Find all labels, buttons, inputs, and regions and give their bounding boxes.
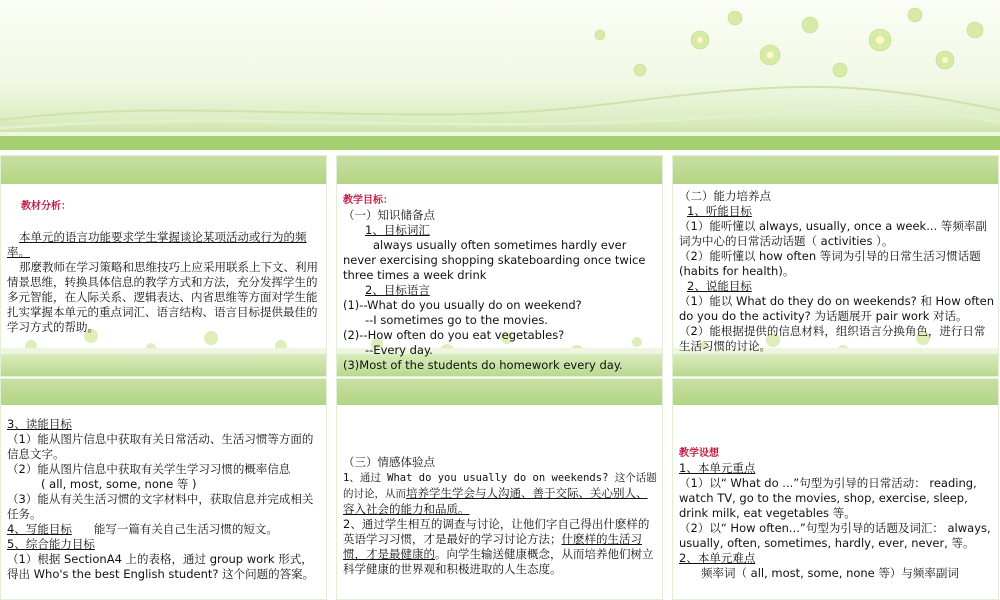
panel-textbook-analysis: 教材分析： 本单元的语言功能要求学生掌握谈论某项活动或行为的频率。 那麼教师在学习策略和思维技巧上应采用联系上下文、利用情景思维，转换具体信息的教学方式和方法，充分发挥学生的多元智能，在人际关系、逻辑表达、内省思维等方面对学生能扎实掌握本单元的重点词汇、语言结构、语言目标提供最佳的学习方式的帮助。 — [0, 155, 327, 377]
paragraph: 本单元的语言功能要求学生掌握谈论某项活动或行为的频率。 — [7, 230, 307, 259]
panel-title: 教学目标 — [343, 195, 383, 206]
paragraph: （2）能根据提供的信息材料，组织语言分换角色，进行日常生活习惯的讨论。 — [679, 324, 986, 353]
paragraph: 频率词（ all, most, some, none 等）与频率副词 — [701, 566, 959, 580]
paragraph: 1、通过 What do you usually do on weekends? 这个话题的讨论，从而 — [343, 472, 657, 500]
header-banner — [0, 0, 1000, 150]
sentence: (1)--What do you usually do on weekend? — [343, 298, 582, 312]
subheading: 2、本单元难点 — [679, 551, 756, 565]
sentence: (2)--How often do you eat vegetables? — [343, 328, 565, 342]
paragraph: （2）能听懂以 how often 等词为引导的日常生活习惯话题 (habits for health)。 — [679, 249, 981, 278]
paragraph: 2、通过学生相互的调查与讨论，让他们字自己得出什麽样的英语学习习惯，才是最好的学习讨论方法； — [343, 517, 650, 546]
paragraph: （1）根据 SectionA4 上的表格，通过 group work 形式，得出 Who's the best English student? 这个问题的答案。 — [7, 552, 315, 581]
paragraph: （1）能听懂以 always, usually, once a week... 等频率副词为中心的日常活动话题（ activities ）。 — [679, 219, 987, 248]
paragraph: （1）能从图片信息中获取有关日常活动、生活习惯等方面的信息文字。 — [7, 432, 314, 461]
underlined-text: 培养学生学会与人沟通、善于交际、关心别人、容入社会的能力和品质。 — [343, 486, 648, 516]
subheading: 5、综合能力目标 — [7, 537, 95, 551]
subheading: 4、写能目标 — [7, 522, 72, 536]
panel-ability-goals — [672, 155, 999, 377]
subheading: 3、读能目标 — [7, 417, 72, 431]
panel-teaching-objectives: 教学目标： （一）知识储备点 1、目标词汇 always usually often sometimes hardly ever never exercising shopping skateboarding once twice three times a week drink 2、目标语言 (1)--What do you usually do on weekend? --I sometimes go to the movies. (2)--How often do you eat vegetables? --Every day. (3)Most of the students do homework every day. — [336, 155, 663, 377]
subheading: 2、目标语言 — [365, 283, 430, 297]
paragraph: 能写一篇有关自己生活习惯的短文。 — [93, 522, 278, 536]
panel-reading-goals — [0, 378, 327, 600]
vocabulary-list: always usually often sometimes hardly ever never exercising shopping skateboarding once twice three times a week drink — [343, 238, 646, 282]
panel-title: 教材分析 — [21, 201, 61, 212]
sentence: --Every day. — [365, 343, 433, 357]
panel-title: 教学设想 — [679, 448, 719, 459]
panel-emotional-goals — [336, 378, 663, 600]
paragraph: （1）能以 What do they do on weekends? 和 How often do you do the activity? 为话题展开 pair work 对话。 — [679, 294, 995, 323]
subheading: 1、目标词汇 — [365, 223, 430, 237]
subheading: 2、说能目标 — [687, 279, 752, 293]
paragraph: （3）能从有关生活习惯的文字材料中，获取信息并完成相关任务。 — [7, 492, 314, 521]
section-heading: （二）能力培养点 — [679, 189, 771, 203]
sentence: --I sometimes go to the movies. — [365, 313, 548, 327]
paragraph: （2）能从图片信息中获取有关学生学习习惯的概率信息 — [7, 462, 291, 476]
section-heading: （一）知识储备点 — [343, 208, 435, 222]
sentence: (3)Most of the students do homework every day. — [343, 358, 623, 372]
paragraph: （2）以“ How often...”句型为引导的话题及词汇： always, usually, often, sometimes, hardly, ever, never, 等。 — [679, 521, 991, 550]
paragraph: ( all, most, some, none 等 ) — [41, 477, 197, 491]
floral-decoration — [0, 0, 1000, 150]
paragraph: 。向学生输送健康概念，从而培养他们树立科学健康的世界观和积极进取的人生态度。 — [343, 547, 654, 576]
paragraph: （1）以“ What do ...”句型为引导的日常活动： reading, watch TV, go to the movies, shop, exercise, sleep, drink milk, eat vegetables 等。 — [679, 476, 977, 520]
panel-teaching-plan — [672, 378, 999, 600]
paragraph: 那麼教师在学习策略和思维技巧上应采用联系上下文、利用情景思维，转换具体信息的教学方式和方法，充分发挥学生的多元智能，在人际关系、逻辑表达、内省思维等方面对学生能扎实掌握本单元的重点词汇、语言结构、语言目标提供最佳的学习方式的帮助。 — [7, 260, 318, 334]
subheading: 1、听能目标 — [687, 204, 752, 218]
section-heading: （三）情感体验点 — [343, 455, 435, 469]
subheading: 1、本单元重点 — [679, 461, 756, 475]
underlined-text: 什麽样的生活习惯，才是最健康的 — [343, 532, 642, 561]
